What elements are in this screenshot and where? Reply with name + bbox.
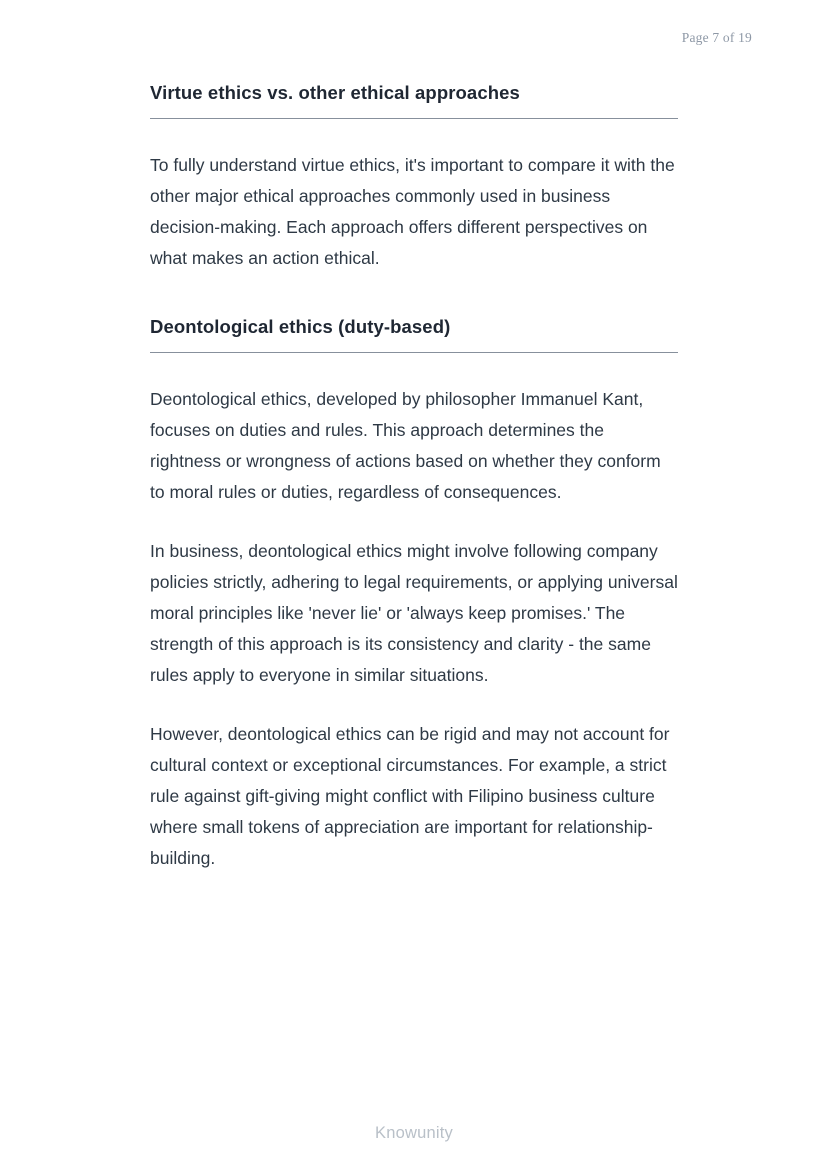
section-heading-deontological: Deontological ethics (duty-based) xyxy=(150,316,451,338)
section-virtue-ethics xyxy=(150,81,678,274)
footer-brand: Knowunity xyxy=(375,1124,453,1142)
paragraph: However, deontological ethics can be rigid and may not account for cultural context or exceptional circumstances. For example, a strict rule against gift-giving might conflict with Filipino business culture where small tokens of appreciation are important for relationship-building. xyxy=(150,724,670,869)
section-heading-virtue-ethics: Virtue ethics vs. other ethical approaches xyxy=(150,82,520,103)
heading-divider xyxy=(150,118,678,119)
document-content xyxy=(150,0,678,874)
page-number: Page 7 of 19 xyxy=(681,30,752,45)
heading-divider xyxy=(150,352,678,353)
paragraph: In business, deontological ethics might involve following company policies strictly, adhering to legal requirements, or applying universal moral principles like 'never lie' or 'always keep promises.' The strength of this approach is its consistency and clarity - the same rules apply to everyone in similar situations. xyxy=(150,541,678,686)
paragraph: Deontological ethics, developed by philosopher Immanuel Kant, focuses on duties and rules. This approach determines the rightness or wrongness of actions based on whether they conform to moral rules or duties, regardless of consequences. xyxy=(150,389,661,503)
section-deontological-ethics xyxy=(150,315,678,874)
paragraph: To fully understand virtue ethics, it's important to compare it with the other major ethical approaches commonly used in business decision-making. Each approach offers different perspectives on what makes an action ethical. xyxy=(150,155,675,269)
